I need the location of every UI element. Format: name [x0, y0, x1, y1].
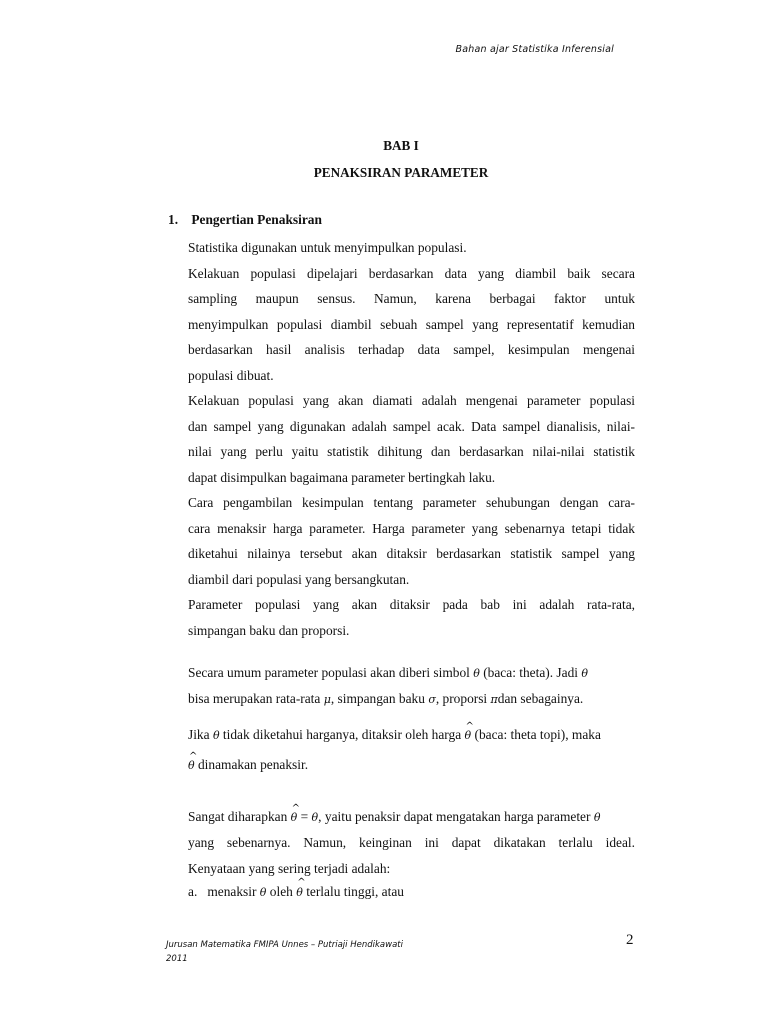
theta-hat-symbol: ^ θ	[465, 723, 472, 749]
text-run: Sangat diharapkan	[188, 809, 288, 824]
text-line: diambil dari populasi yang bersangkutan.	[188, 571, 410, 587]
text-line	[188, 686, 635, 712]
theta-symbol: θ	[581, 667, 588, 680]
text-line: cara menaksir harga parameter. Harga parameter yang sebenarnya tetapi tidak	[188, 520, 635, 536]
theta-symbol: θ	[259, 886, 267, 899]
mu-symbol: μ	[323, 692, 331, 706]
ideal-paragraph	[188, 830, 635, 881]
text-line: populasi dibuat.	[188, 367, 274, 383]
text-line: berdasarkan hasil analisis terhadap data sampel, kesimpulan mengenai	[188, 342, 635, 357]
text-line: Statistika digunakan untuk menyimpulkan populasi.	[188, 240, 467, 255]
page-number: 2	[626, 932, 634, 948]
section-number: 1.	[168, 212, 179, 227]
text-line: nilai yang perlu yaitu statistik dihitung dan berdasarkan nilai-nilai statistik	[188, 444, 635, 459]
estimator-sentence-end	[188, 752, 635, 778]
theta-hat-symbol: ^ θ	[291, 805, 298, 831]
theta-hat-symbol: ^ θ	[296, 886, 303, 899]
text-line: Cara pengambilan kesimpulan tentang parameter sehubungan dengan cara-	[188, 495, 635, 510]
text-run: (baca: theta). Jadi	[483, 665, 579, 680]
text-line	[188, 660, 635, 686]
theta-symbol: θ	[473, 667, 480, 680]
text-run: , simpangan baku	[330, 690, 425, 706]
text-line: dapat disimpulkan bagaimana parameter bertingkah laku.	[188, 469, 496, 485]
text-run: menaksir	[207, 884, 257, 899]
text-run: (baca: theta topi), maka	[474, 727, 601, 742]
text-run: dinamakan penaksir.	[197, 757, 309, 772]
section-title: Pengertian Penaksiran	[191, 212, 322, 227]
text-line: dan sampel yang digunakan adalah sampel acak. Data sampel dianalisis, nilai-	[188, 418, 635, 434]
pi-symbol: π	[490, 692, 498, 706]
text-run: Secara umum parameter populasi akan diberi simbol	[188, 665, 470, 680]
text-line: Kenyataan yang sering terjadi adalah:	[188, 860, 391, 876]
section-heading	[168, 212, 322, 228]
text-run: dan sebagainya.	[497, 690, 584, 706]
page-footer	[166, 938, 403, 966]
text-run: terlalu tinggi, atau	[306, 884, 404, 899]
text-line	[188, 804, 635, 830]
footer-affiliation: Jurusan Matematika FMIPA Unnes – Putriaji Hendikawati	[166, 940, 403, 950]
theta-hat-symbol: ^ θ	[188, 753, 195, 779]
body-paragraphs	[188, 235, 635, 643]
footer-year: 2011	[166, 954, 188, 964]
text-line: menyimpulkan populasi diambil sebuah sampel yang representatif kemudian	[188, 316, 635, 332]
text-line	[188, 722, 635, 748]
chapter-label: BAB I	[383, 138, 419, 153]
text-run: tidak diketahui harganya, ditaksir oleh harga	[222, 727, 462, 742]
theta-symbol: θ	[593, 811, 601, 824]
text-run: Jika	[188, 727, 210, 742]
text-run: oleh	[269, 884, 293, 899]
running-header: Bahan ajar Statistika Inferensial	[455, 44, 614, 55]
text-run: , proporsi	[435, 690, 488, 706]
ideal-estimator-line	[188, 804, 635, 830]
equals-sign: =	[300, 809, 309, 824]
theta-symbol: θ	[212, 729, 220, 742]
text-run: , yaitu penaksir dapat mengatakan harga parameter	[318, 809, 591, 824]
text-line: Parameter populasi yang akan ditaksir pada bab ini adalah rata-rata,	[188, 597, 635, 612]
text-line: Kelakuan populasi dipelajari berdasarkan data yang diambil baik secara	[188, 265, 635, 281]
theta-symbol: θ	[311, 811, 319, 824]
text-line: Kelakuan populasi yang akan diamati adalah mengenai parameter populasi	[188, 393, 635, 408]
symbol-paragraph	[188, 660, 635, 711]
text-line	[188, 752, 635, 778]
text-line: simpangan baku dan proporsi.	[188, 622, 350, 638]
estimator-sentence	[188, 722, 635, 748]
list-item	[188, 884, 404, 900]
chapter-title: PENAKSIRAN PARAMETER	[313, 165, 489, 180]
list-marker: a.	[188, 884, 198, 899]
text-line: diketahui nilainya tersebut akan ditaksir berdasarkan statistik sampel yang	[188, 546, 635, 561]
text-line: sampling maupun sensus. Namun, karena berbagai faktor untuk	[188, 291, 635, 306]
sigma-symbol: σ	[428, 692, 436, 706]
text-line: yang sebenarnya. Namun, keinginan ini dapat dikatakan terlalu ideal.	[188, 835, 635, 850]
text-run: bisa merupakan rata-rata	[188, 690, 321, 706]
